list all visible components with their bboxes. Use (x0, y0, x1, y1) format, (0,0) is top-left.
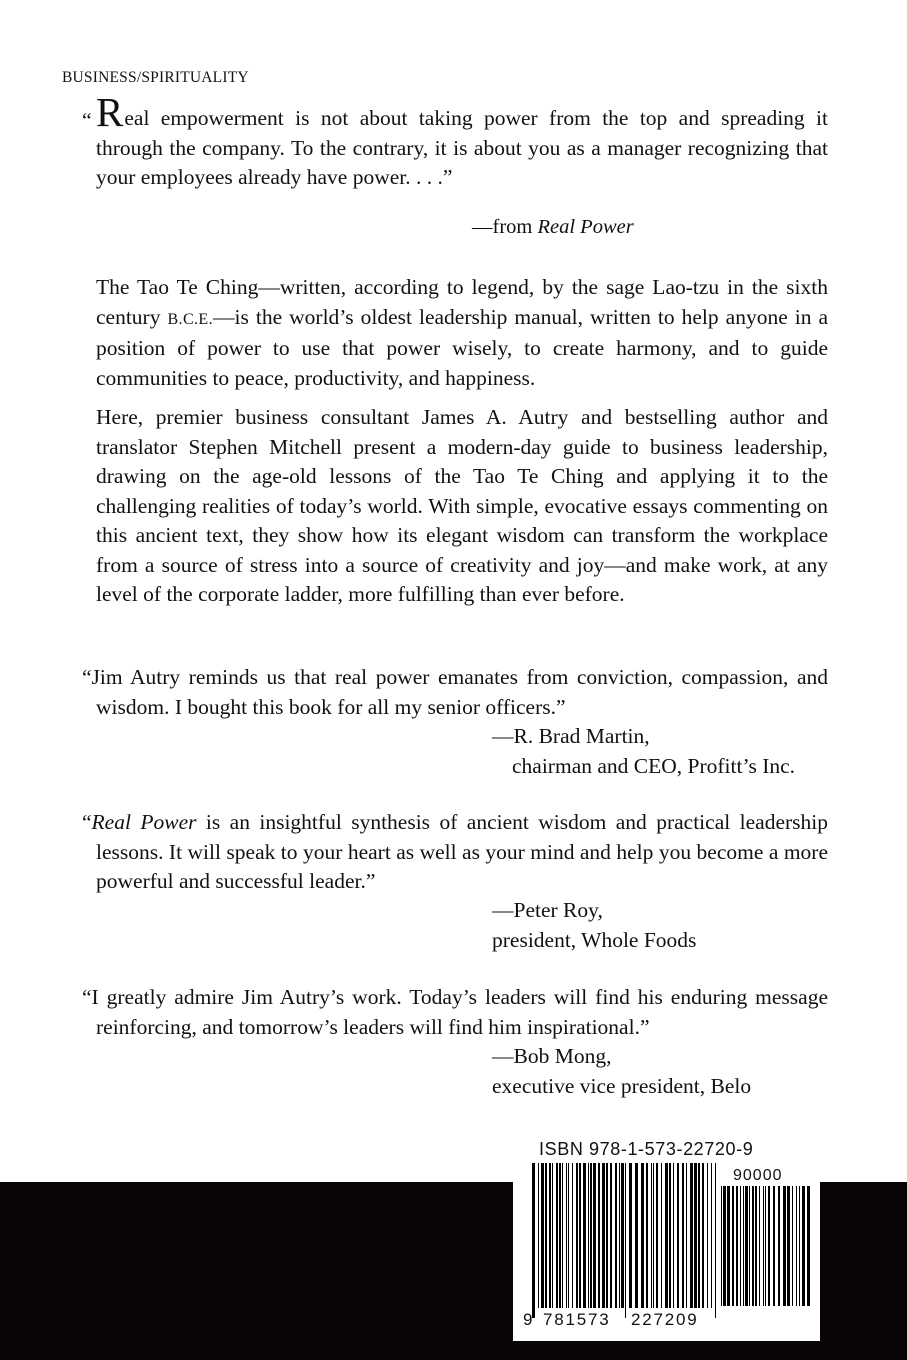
opening-quote-text (82, 89, 828, 193)
barcode-bar (698, 1163, 700, 1308)
barcode-bar (559, 1163, 561, 1308)
barcode-bar (552, 1163, 553, 1308)
price-code: 90000 (733, 1167, 783, 1184)
barcode-bar (740, 1186, 741, 1306)
barcode-bar (590, 1163, 592, 1308)
opening-quote-attribution (472, 216, 634, 239)
barcode-bar (707, 1163, 708, 1308)
barcode-bar (773, 1186, 775, 1306)
barcode-bar (562, 1163, 563, 1308)
barcode-bar (673, 1163, 674, 1308)
barcode-bar (736, 1186, 738, 1306)
barcode-bar (799, 1186, 800, 1306)
endorsement-1-title: chairman and CEO, Profitt’s Inc. (512, 754, 796, 778)
barcode-bar (715, 1163, 716, 1318)
barcode-bar (721, 1186, 722, 1306)
barcode-bar (669, 1163, 671, 1308)
barcode-bar (556, 1163, 558, 1308)
barcode-bar (787, 1186, 790, 1306)
barcode-bar (763, 1186, 764, 1306)
endorsement-1-quote: “Jim Autry reminds us that real power emanates from conviction, compassion, and wisdom. I bought this book for all my senior officers.” (82, 665, 828, 719)
barcode-bar (593, 1163, 596, 1308)
category-label: BUSINESS/SPIRITUALITY (62, 69, 249, 86)
opening-quote (82, 89, 828, 193)
barcode-bar (686, 1163, 687, 1308)
ean-barcode (532, 1163, 718, 1328)
barcode-bar (682, 1163, 684, 1308)
barcode-bar (778, 1186, 780, 1306)
barcode-bar (635, 1163, 638, 1308)
open-quote-mark: “ (82, 108, 92, 132)
barcode-bar (572, 1163, 573, 1308)
barcode-bar (661, 1163, 662, 1308)
barcode-bar (545, 1163, 547, 1308)
ean-right-digits: 227209 (631, 1310, 699, 1329)
barcode-bar (568, 1163, 569, 1308)
barcode-bar (532, 1163, 535, 1318)
barcode-bar (579, 1163, 581, 1308)
barcode-bar (602, 1163, 605, 1308)
barcode-bar (745, 1186, 748, 1306)
endorsement-2-title: president, Whole Foods (492, 928, 697, 952)
barcode-bar (732, 1186, 734, 1306)
barcode-bar (651, 1163, 652, 1308)
barcode-bar (653, 1163, 654, 1308)
endorsement-1 (82, 663, 828, 722)
barcode-bar (711, 1163, 712, 1308)
endorsement-2-open-mark: “ (82, 810, 92, 834)
barcode-bar (598, 1163, 600, 1308)
barcode-bar (802, 1186, 805, 1306)
barcode-bar (690, 1163, 693, 1308)
barcode-bar (646, 1163, 648, 1308)
endorsement-2-book-title: Real Power (91, 810, 197, 834)
ean-first-digit: 9 (523, 1310, 533, 1329)
barcode-bar (566, 1163, 567, 1308)
barcode-bar (765, 1186, 766, 1306)
barcode-bar (743, 1186, 744, 1306)
barcode-bar (629, 1163, 632, 1308)
barcode-bar (656, 1163, 658, 1308)
ean-left-digits: 781573 (543, 1310, 611, 1329)
endorsement-2-quote (82, 808, 828, 897)
barcode-bar (752, 1186, 754, 1306)
barcode-bar (702, 1163, 704, 1308)
endorsement-2-name: —Peter Roy, (492, 898, 603, 922)
barcode-bar (759, 1186, 760, 1306)
price-barcode (721, 1186, 813, 1328)
barcode-bar (783, 1186, 786, 1306)
barcode-bar (625, 1163, 626, 1318)
opening-quote-body: eal empowerment is not about taking power from the top and spreading it through the company. To the contrary, it is about you as a manager recognizing that your employees already have power. . . .” (96, 106, 828, 189)
endorsement-3 (82, 983, 828, 1042)
desc-p1-end: —is the world’s oldest leadership manual, written to help anyone in a position of power to use that power wisely, to create harmony, and to guide communities to peace, productivity, and happiness. (96, 304, 829, 390)
barcode-bar (796, 1186, 797, 1306)
barcode-bar (583, 1163, 586, 1308)
barcode-bar (641, 1163, 644, 1308)
endorsement-3-name: —Bob Mong, (492, 1044, 612, 1068)
barcode-bar (606, 1163, 608, 1308)
barcode-bar (541, 1163, 544, 1308)
endorsement-2-body: is an insightful synthesis of ancient wisdom and practical leadership lessons. It will speak to your heart as well as your mind and help you become a more powerful and successful leader.” (96, 810, 828, 893)
desc-p1-start: The Tao Te Ching—written, according to legend, by the sage Lao-tzu in the sixth century (96, 275, 828, 329)
barcode-bar (549, 1163, 551, 1308)
endorsement-3-title: executive vice president, Belo (492, 1074, 752, 1098)
barcode-bar (621, 1163, 624, 1308)
barcode-bar (755, 1186, 757, 1306)
barcode-bar (727, 1186, 730, 1306)
dropcap: R (96, 89, 124, 135)
barcode-bar (610, 1163, 612, 1308)
description-paragraph-1 (96, 273, 828, 393)
barcode-bar (694, 1163, 697, 1308)
endorsement-1-name: —R. Brad Martin, (492, 724, 650, 748)
description-paragraph-2: Here, premier business consultant James A. Autry and bestselling author and translator Stephen Mitchell present a modern-day guide to business leadership, drawing on the age-old lessons of the Tao Te Ching and applying it to the challenging realities of today’s world. With simple, evocative essays commenting on this ancient text, they show how its elegant wisdom can transform the workplace from a source of stress into a source of creativity and joy—and make work, at any level of the corporate ladder, more fulfilling than ever before. (96, 405, 828, 606)
barcode-bar (677, 1163, 679, 1308)
isbn-number: ISBN 978-1-573-22720-9 (539, 1139, 754, 1159)
attribution-book-title: Real Power (537, 216, 634, 238)
barcode-bar (588, 1163, 589, 1308)
barcode-bar (576, 1163, 578, 1308)
barcode-bar (538, 1163, 539, 1308)
barcode-bar (619, 1163, 620, 1308)
barcode-bar (807, 1186, 810, 1306)
endorsement-2 (82, 808, 828, 897)
barcode-bar (749, 1186, 750, 1306)
attribution-prefix: —from (472, 216, 538, 238)
barcode-bar (615, 1163, 617, 1308)
endorsement-3-quote: “I greatly admire Jim Autry’s work. Today’s leaders will find his enduring message reinforcing, and tomorrow’s leaders will find him inspirational.” (82, 985, 828, 1039)
barcode-bar (665, 1163, 668, 1308)
barcode-bar (792, 1186, 793, 1306)
era-abbrev: B.C.E. (167, 310, 214, 328)
barcode-bar (723, 1186, 726, 1306)
barcode-panel (513, 1138, 820, 1341)
barcode-bar (768, 1186, 770, 1306)
